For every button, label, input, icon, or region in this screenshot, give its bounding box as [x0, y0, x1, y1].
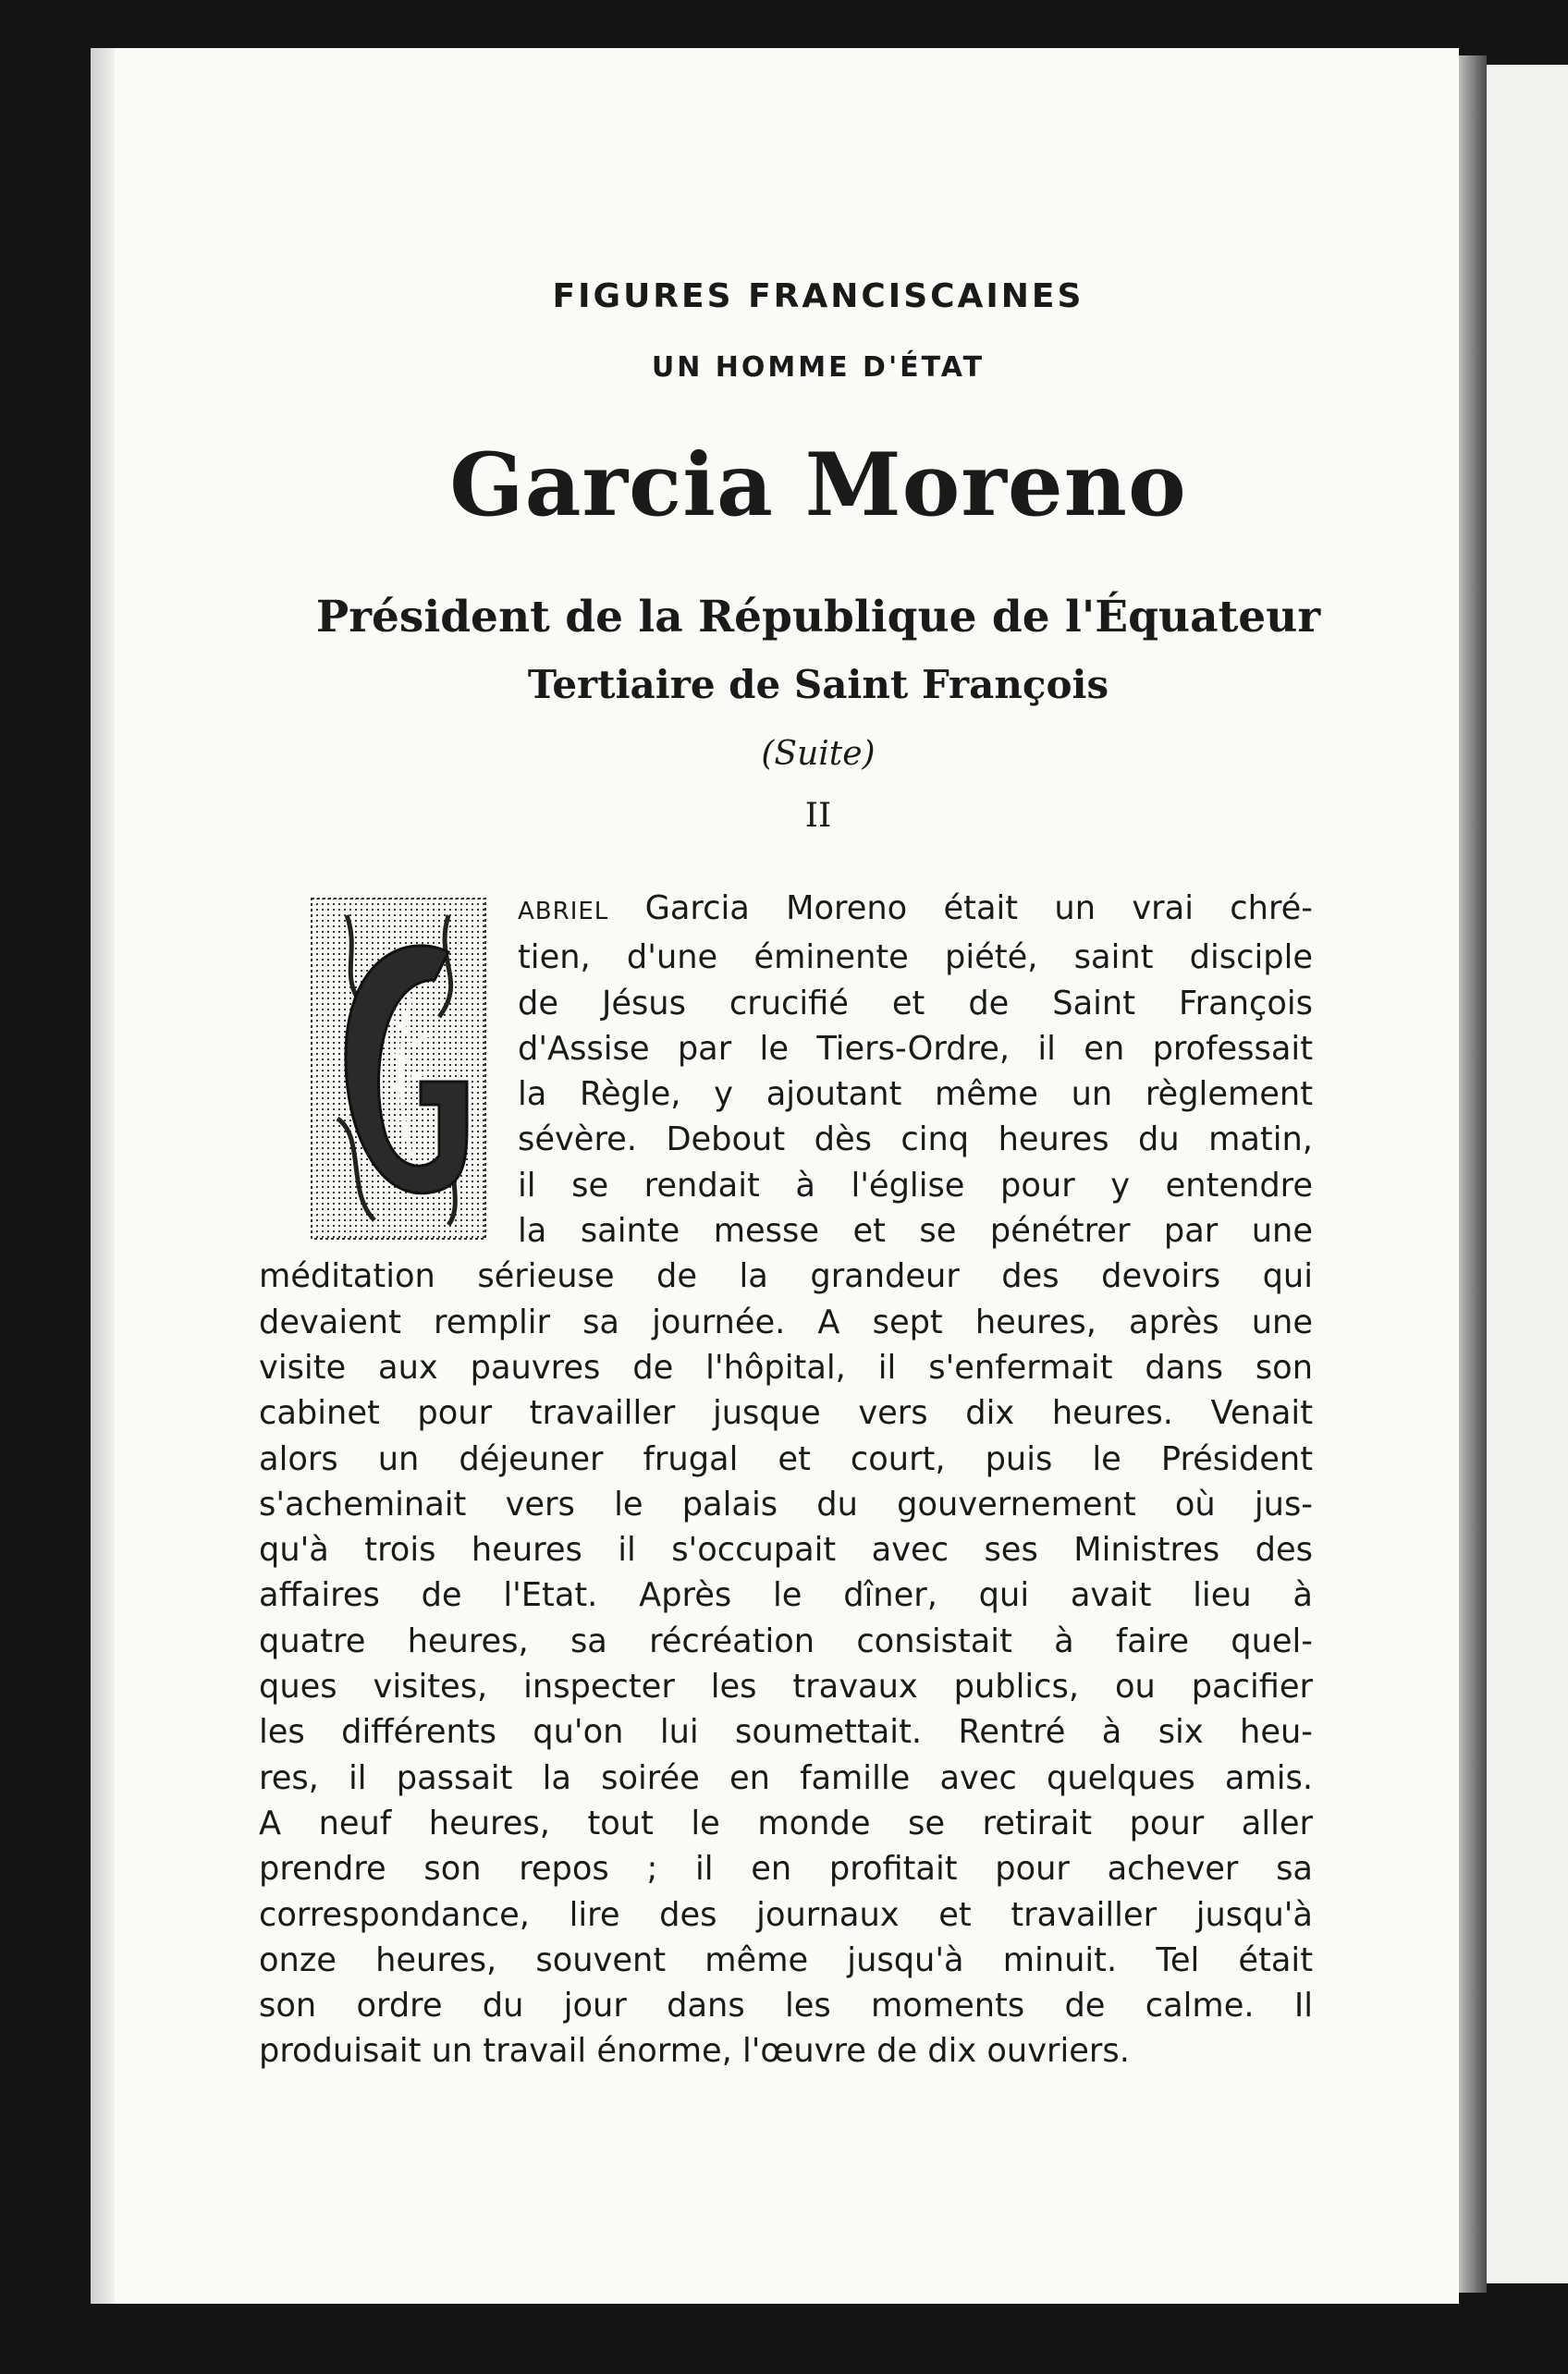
text-line: ques visites, inspecter les travaux publics, ou pacifier	[259, 1668, 1313, 1707]
page-gutter-shadow	[91, 48, 115, 2304]
text-line: res, il passait la soirée en famille avec quelques amis.	[259, 1758, 1313, 1797]
text-line: la Règle, y ajoutant même un règlement	[518, 1075, 1313, 1114]
text-line: il se rendait à l'église pour y entendre	[518, 1166, 1313, 1205]
text-line: quatre heures, sa récréation consistait à faire quel-	[259, 1621, 1313, 1660]
text-line: affaires de l'Etat. Après le dîner, qui avait lieu à	[259, 1576, 1313, 1615]
continuation-note: (Suite)	[761, 735, 876, 773]
next-page-edge	[1487, 65, 1568, 2283]
text-line: produisait un travail énorme, l'œuvre de dix ouvriers.	[259, 2032, 1130, 2071]
series-heading: FIGURES FRANCISCAINES	[552, 277, 1084, 315]
article-subtitle: Président de la République de l'Équateur	[315, 592, 1321, 642]
text-line: d'Assise par le Tiers-Ordre, il en professait	[518, 1029, 1313, 1068]
text-line: son ordre du jour dans les moments de calme. Il	[259, 1987, 1313, 2025]
drop-cap-continuation: ABRIEL	[518, 898, 609, 925]
text-line: onze heures, souvent même jusqu'à minuit. Tel était	[259, 1940, 1313, 1979]
text-line: sévère. Debout dès cinq heures du matin,	[518, 1120, 1313, 1159]
text-line: qu'à trois heures il s'occupait avec ses Ministres des	[259, 1531, 1313, 1570]
text-line: cabinet pour travailler jusque vers dix heures. Venait	[259, 1394, 1313, 1433]
article-body	[259, 886, 1313, 2074]
article-kicker: UN HOMME D'ÉTAT	[651, 351, 986, 384]
text-line: s'acheminait vers le palais du gouvernement où jus-	[259, 1485, 1313, 1524]
text-line: correspondance, lire des journaux et travailler jusqu'à	[259, 1895, 1313, 1934]
text-line: prendre son repos ; il en profitait pour achever sa	[259, 1850, 1313, 1889]
article-title: Garcia Moreno	[449, 434, 1187, 536]
text-line: tien, d'une éminente piété, saint disciple	[518, 938, 1313, 977]
text-line: ABRIEL Garcia Moreno était un vrai chré-	[518, 889, 1313, 927]
text-line: de Jésus crucifié et de Saint François	[518, 984, 1313, 1022]
text-line: la sainte messe et se pénétrer par une	[518, 1212, 1313, 1251]
text-line: devaient remplir sa journée. A sept heures, après une	[259, 1303, 1313, 1341]
text-line: les différents qu'on lui soumettait. Rentré à six heu-	[259, 1713, 1313, 1752]
text-line: A neuf heures, tout le monde se retirait pour aller	[259, 1804, 1313, 1842]
text-line: alors un déjeuner frugal et court, puis le Président	[259, 1439, 1313, 1478]
section-number: II	[804, 797, 832, 835]
article-subtitle-secondary: Tertiaire de Saint François	[527, 662, 1109, 707]
text-line: méditation sérieuse de la grandeur des devoirs qui	[259, 1257, 1313, 1296]
text-line: visite aux pauvres de l'hôpital, il s'enfermait dans son	[259, 1348, 1313, 1387]
page-fold-shadow	[1459, 55, 1487, 2293]
